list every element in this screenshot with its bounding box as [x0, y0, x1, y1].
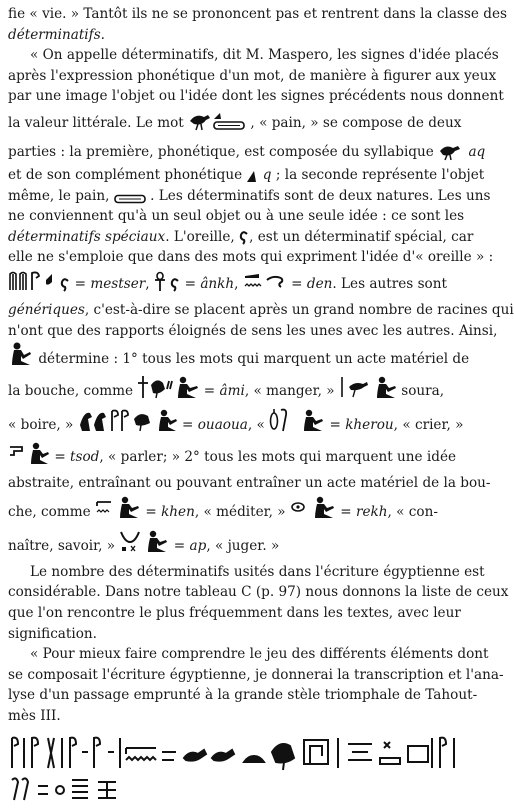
text-line: [8, 528, 466, 562]
text-run: , « parler; » 2° tous les mots qui marquent une idée: [99, 449, 457, 466]
text-line: [8, 227, 474, 248]
text-run: génériques: [8, 301, 85, 318]
text-line: fie « vie. » Tantôt ils ne se prononcent pas et rentrent dans la classe des: [8, 6, 507, 22]
text-run: déterminatifs spéciaux: [8, 228, 166, 245]
text-run: =: [182, 417, 194, 434]
text-line: la bouche, comme = âmi, « manger, » soura,: [8, 375, 466, 407]
hieroglyph-bird-icon: [438, 142, 464, 160]
text-run: , est un déterminatif spécial, car: [249, 228, 474, 245]
text-run: q: [262, 166, 272, 183]
hieroglyph-inscription-2-icon: [8, 772, 466, 802]
text-run: , « méditer, »: [194, 503, 286, 520]
text-line: [8, 139, 486, 165]
text-line: ne conviennent qu'à un seul objet ou à une seule idée : ce sont les: [8, 208, 465, 225]
text-run: même, le pain,: [8, 187, 110, 204]
hieroglyph-ap-icon: [119, 528, 169, 554]
hieroglyph-bird-loaf-icon: [188, 109, 246, 131]
text-run: . Les déterminatifs sont de deux natures. Les uns: [150, 187, 491, 204]
hieroglyph-ear-icon: [170, 278, 180, 292]
text-run: =: [329, 417, 341, 434]
text-line: [8, 494, 466, 528]
text-run: . L'oreille,: [165, 228, 235, 245]
text-run: parties : la première, phonétique, est composée du syllabique: [8, 143, 434, 160]
text-run: , c'est-à-dire se placent après un grand nombre de racines qui: [84, 301, 514, 318]
text-line: signification.: [8, 625, 97, 642]
text-line: [8, 186, 491, 207]
text-run: tsod: [70, 449, 100, 466]
text-run: . Les autres sont: [332, 275, 447, 292]
hieroglyph-ami-icon: [137, 375, 199, 399]
hieroglyph-inscription-row-1: [8, 732, 466, 772]
text-run: ; la seconde représente l'objet: [275, 166, 485, 183]
text-line: « On appelle déterminatifs, dit M. Maspero, les signes d'idée placés: [30, 47, 499, 64]
text-line: [8, 165, 485, 186]
hieroglyph-ear-icon: [239, 231, 249, 245]
text-run: =: [173, 537, 186, 554]
text-line: [8, 407, 466, 441]
text-line: [8, 300, 514, 321]
hieroglyph-ankh-icon: [154, 272, 166, 292]
text-run: =: [203, 383, 216, 400]
text-run: =: [74, 275, 87, 292]
hieroglyph-loaf-icon: [114, 194, 146, 204]
hieroglyph-inscription-1-icon: [8, 732, 466, 772]
text-run: =: [340, 503, 352, 520]
hieroglyph-inscription-row-2: [8, 772, 466, 802]
text-run: la bouche, comme: [8, 383, 134, 400]
text-run: ap: [189, 537, 207, 554]
text-run: =: [145, 503, 157, 520]
text-line: après l'expression phonétique d'un mot, de manière à figurer aux yeux: [8, 67, 497, 84]
text-run: , «: [247, 417, 265, 434]
text-run: , « crier, »: [393, 417, 464, 434]
hieroglyph-triangle-icon: [246, 169, 258, 183]
text-run: kherou: [345, 417, 394, 434]
text-line: n'ont que des rapports éloignés de sens les unes avec les autres. Ainsi,: [8, 322, 498, 339]
text-run: détermine : 1° tous les mots qui marquent un acte matériel de: [38, 351, 470, 368]
text-line: considérable. Dans notre tableau C (p. 97) nous donnons la liste de ceux: [8, 584, 509, 601]
text-line: [8, 107, 466, 139]
text-line: [8, 341, 470, 375]
text-run: den: [306, 275, 333, 292]
text-run: che, comme: [8, 503, 91, 520]
text-run: , « juger. »: [206, 537, 280, 554]
text-line: déterminatifs.: [8, 26, 105, 43]
hieroglyph-man-hand-mouth-icon: [8, 341, 34, 367]
text-run: soura: [401, 383, 440, 400]
text-run: mestser: [90, 275, 146, 292]
text-line: Le nombre des déterminatifs usités dans l'écriture égyptienne est: [30, 563, 485, 580]
text-run: khen: [161, 503, 195, 520]
text-run: « boire, »: [8, 417, 74, 434]
text-run: naître, savoir, »: [8, 537, 116, 554]
text-line: = mestser, = ânkh, = den. Les autres sont: [8, 268, 466, 300]
text-run: rekh: [355, 503, 388, 520]
text-line: mès III.: [8, 707, 61, 724]
hieroglyph-den-icon: [243, 272, 287, 292]
text-line: par une image l'objet ou l'idée dont les signes précédents nous donnent: [8, 88, 504, 105]
text-run: =: [291, 275, 303, 292]
text-run: et de son complément phonétique: [8, 166, 243, 183]
text-run: , « con-: [387, 503, 438, 520]
hieroglyph-kherou-icon: [269, 407, 325, 433]
text-line: « Pour mieux faire comprendre le jeu des différents éléments dont: [30, 646, 489, 663]
hieroglyph-rekh-icon: [290, 494, 336, 520]
text-run: , « pain, » se compose de deux: [250, 114, 462, 131]
hieroglyph-mestser-icon: [8, 270, 56, 292]
text-line: [8, 441, 466, 473]
text-run: aq: [468, 143, 486, 160]
text-run: , « manger, »: [244, 383, 335, 400]
text-line: elle ne s'emploie que dans des mots qui expriment l'idée d'« oreille » :: [8, 249, 494, 266]
text-line: abstraite, entraînant ou pouvant entraîner un acte matériel de la bou-: [8, 475, 491, 492]
text-line: lyse d'un passage emprunté à la grande stèle triomphale de Tahout-: [8, 687, 478, 704]
hieroglyph-soura-icon: [339, 375, 397, 399]
text-run: ouaoua: [197, 417, 248, 434]
hieroglyph-tsod-icon: [8, 441, 50, 465]
text-run: ânkh: [200, 275, 235, 292]
text-line: que l'on rencontre le plus fréquemment dans les textes, avec leur: [8, 604, 461, 621]
text-run: âmi: [219, 383, 245, 400]
text-run: =: [184, 275, 196, 292]
hieroglyph-ouaoua-icon: [78, 407, 178, 433]
text-run: =: [54, 449, 66, 466]
hieroglyph-ear-icon: [60, 278, 70, 292]
hieroglyph-khen-icon: [95, 494, 141, 520]
text-run: la valeur littérale. Le mot: [8, 114, 184, 131]
text-line: se composait l'écriture égyptienne, je donnerai la transcription et l'ana-: [8, 666, 504, 683]
